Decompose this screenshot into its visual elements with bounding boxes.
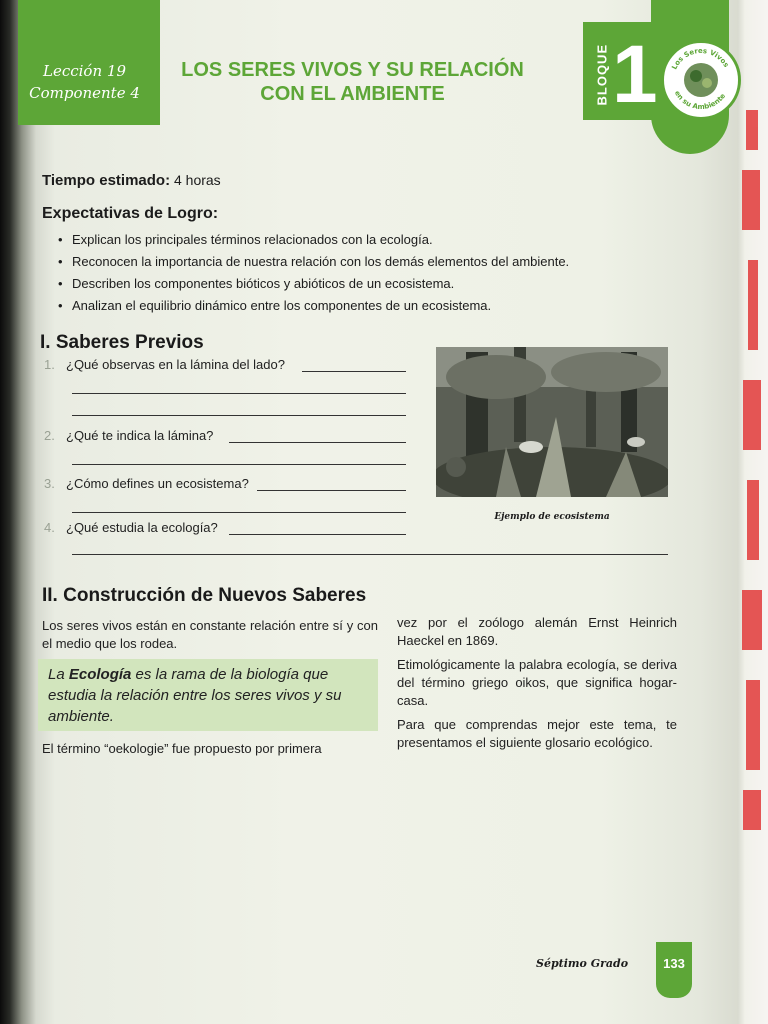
lesson-label xyxy=(22,60,147,104)
definition-term: Ecología xyxy=(68,666,132,683)
section-nuevos-saberes-heading: II. Construcción de Nuevos Saberes xyxy=(42,585,367,606)
page-number: 133 xyxy=(663,956,685,971)
answer-line[interactable] xyxy=(302,371,406,372)
answer-line[interactable] xyxy=(72,464,406,465)
answer-line[interactable] xyxy=(72,554,668,555)
question-text: ¿Qué estudia la ecología? xyxy=(66,520,218,535)
lesson-number: Lección 19 xyxy=(43,62,126,80)
question-number: 2. xyxy=(44,428,55,443)
component-number: Componente 4 xyxy=(29,84,140,102)
bloque-number: 1 xyxy=(612,29,658,120)
image-caption: Ejemplo de ecosistema xyxy=(494,512,610,522)
list-item: • Explican los principales términos relacionados con la ecología. xyxy=(58,229,678,251)
answer-line[interactable] xyxy=(229,534,406,535)
question-number: 1. xyxy=(44,357,55,372)
question-3 xyxy=(44,476,249,491)
section-saberes-previos-heading: I. Saberes Previos xyxy=(40,332,204,353)
list-item: • Reconocen la importancia de nuestra relación con los demás elementos del ambiente. xyxy=(58,251,678,273)
question-number: 3. xyxy=(44,476,55,491)
oekologie-paragraph: El término “oekologie” fue propuesto por primera xyxy=(42,741,322,756)
expectations-title: Expectativas de Logro: xyxy=(42,205,219,222)
haeckel-paragraph: vez por el zoólogo alemán Ernst Heinrich Haeckel en 1869. xyxy=(397,615,677,648)
glossary-intro-paragraph: Para que comprendas mejor este tema, te presentamos el siguiente glosario ecológico. xyxy=(397,717,677,750)
etymology-paragraph: Etimológicamente la palabra ecología, se deriva del término griego oikos, que significa hogar-casa. xyxy=(397,657,677,708)
estimated-time xyxy=(42,172,221,189)
answer-line[interactable] xyxy=(229,442,406,443)
question-4 xyxy=(44,520,218,535)
title-line-2: CON EL AMBIENTE xyxy=(260,83,445,105)
question-text: ¿Qué te indica la lámina? xyxy=(66,428,214,443)
question-1 xyxy=(44,357,285,372)
answer-line[interactable] xyxy=(257,490,406,491)
emblem-icon xyxy=(664,43,738,117)
definition-rest: es la rama de la biología que estudia la relación entre los seres vivos y su ambiente. xyxy=(48,666,342,725)
list-item: • Describen los componentes bióticos y abióticos de un ecosistema. xyxy=(58,273,678,295)
expectations-list xyxy=(58,229,678,317)
intro-paragraph: Los seres vivos están en constante relación entre sí y con el medio que los rodea. xyxy=(42,618,378,651)
definition-text xyxy=(48,664,370,727)
answer-line[interactable] xyxy=(72,415,406,416)
answer-line[interactable] xyxy=(72,393,406,394)
title-line-1: LOS SERES VIVOS Y SU RELACIÓN xyxy=(181,59,524,81)
question-number: 4. xyxy=(44,520,55,535)
bloque-label: BLOQUE xyxy=(594,43,610,106)
red-stamp-strip xyxy=(738,90,768,850)
grade-label: Séptimo Grado xyxy=(536,957,629,970)
estimated-time-label: Tiempo estimado: xyxy=(42,172,171,189)
page-title xyxy=(170,58,535,106)
emblem-top-text: Los Seres Vivos xyxy=(670,46,731,71)
question-text: ¿Qué observas en la lámina del lado? xyxy=(66,357,285,372)
answer-line[interactable] xyxy=(72,512,406,513)
question-2 xyxy=(44,428,213,443)
forest-illustration-icon xyxy=(436,347,668,497)
estimated-time-value: 4 horas xyxy=(173,172,221,188)
ecosystem-image xyxy=(436,347,668,497)
unit-emblem xyxy=(661,40,741,120)
question-text: ¿Cómo defines un ecosistema? xyxy=(66,476,249,491)
definition-prefix: La xyxy=(48,666,69,683)
emblem-bottom-text: en su Ambiente xyxy=(672,89,728,112)
list-item: • Analizan el equilibrio dinámico entre los componentes de un ecosistema. xyxy=(58,295,678,317)
